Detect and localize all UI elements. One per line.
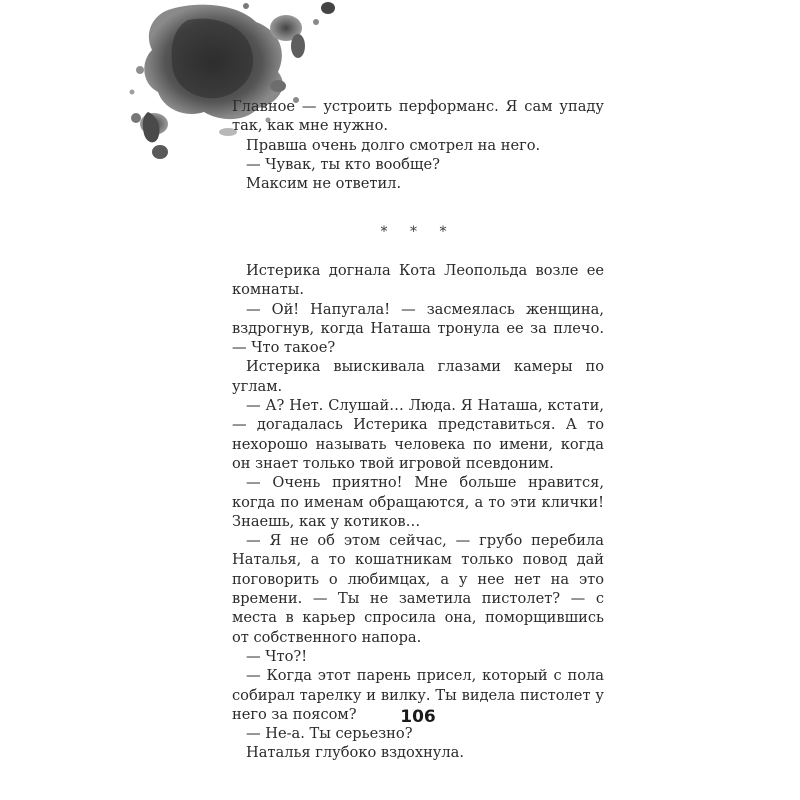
paragraph: — Ой! Напугала! — засмеялась женщина, вздрогнув, когда Наташа тронула ее за плечо. — Что такое? xyxy=(232,300,604,357)
paragraph: — Чувак, ты кто вообще? xyxy=(246,155,440,173)
paragraph: Правша очень долго смотрел на него. xyxy=(246,136,541,154)
paragraph: — Не-а. Ты серьезно? xyxy=(246,725,413,743)
text-block-main xyxy=(232,261,604,763)
paragraph: Истерика догнала Кота Леопольда возле ее комнаты. xyxy=(232,262,604,299)
paragraph: Главное — устроить перформанс. Я сам упаду так, как мне нужно. xyxy=(232,98,604,135)
paragraph: — Когда этот парень присел, который с пола собирал тарелку и вилку. Ты видела пистолет у него за поясом? xyxy=(232,667,604,723)
paragraph: — Очень приятно! Мне больше нравится, когда по именам обращаются, а то эти клички! Знаешь, как у котиков… xyxy=(232,474,604,530)
paragraph: Максим не ответил. xyxy=(246,175,402,193)
paragraph: — Что?! xyxy=(246,647,308,665)
paragraph: — Я не об этом сейчас, — грубо перебила Наталья, а то кошатникам только повод дай поговорить о любимцах, а у нее нет на это времени. — Ты не заметила пистолет? — с места в карьер спросила она, поморщившись от собственного напора. xyxy=(232,532,604,646)
paragraph: Истерика выискивала глазами камеры по углам. xyxy=(232,358,604,395)
paragraph: — А? Нет. Слушай… Люда. Я Наташа, кстати, — догадалась Истерика представиться. А то нехорошо называть человека по имени, когда он знает только твой игровой псевдоним. xyxy=(232,397,604,472)
paragraph: Наталья глубоко вздохнула. xyxy=(246,744,464,762)
text-block-top xyxy=(232,97,604,193)
page-number: 106 xyxy=(400,707,436,727)
section-break: * * * xyxy=(380,224,456,240)
